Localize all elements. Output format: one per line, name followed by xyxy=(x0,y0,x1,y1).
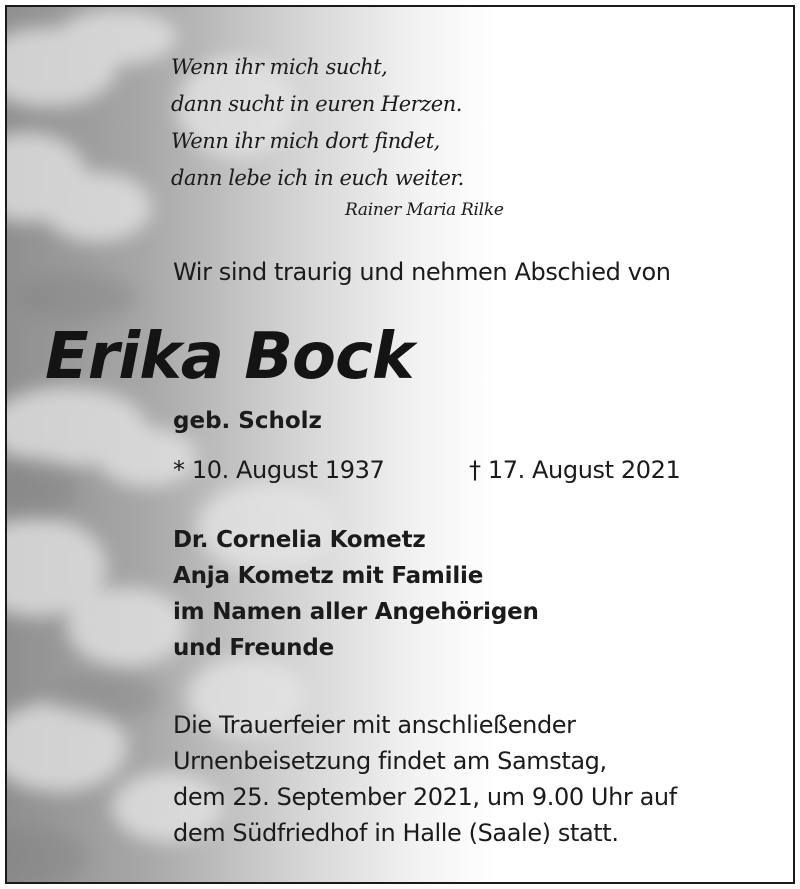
quote-author: Rainer Maria Rilke xyxy=(345,200,504,220)
service-line: Urnenbeisetzung findet am Samstag, xyxy=(173,747,607,775)
poem-quote xyxy=(171,49,464,197)
mourner-line: im Namen aller Angehörigen xyxy=(173,599,539,625)
mourner-line: Anja Kometz mit Familie xyxy=(173,563,484,589)
mourner-line: Dr. Cornelia Kometz xyxy=(173,527,426,553)
death-date: † 17. August 2021 xyxy=(469,456,681,484)
service-line: Die Trauerfeier mit anschließender xyxy=(173,711,576,739)
service-line: dem Südfriedhof in Halle (Saale) statt. xyxy=(173,819,619,847)
quote-line: dann sucht in euren Herzen. xyxy=(171,92,462,116)
quote-line: dann lebe ich in euch weiter. xyxy=(171,166,464,190)
quote-line: Wenn ihr mich sucht, xyxy=(171,55,388,79)
service-line: dem 25. September 2021, um 9.00 Uhr auf xyxy=(173,783,677,811)
farewell-intro: Wir sind traurig und nehmen Abschied von xyxy=(173,258,671,286)
birth-date: * 10. August 1937 xyxy=(173,456,385,484)
mourners-list xyxy=(173,522,539,666)
notice-content xyxy=(7,7,793,882)
maiden-name: geb. Scholz xyxy=(173,408,322,434)
quote-line: Wenn ihr mich dort findet, xyxy=(171,129,440,153)
mourner-line: und Freunde xyxy=(173,635,335,661)
funeral-service-info xyxy=(173,707,677,851)
obituary-notice xyxy=(5,5,795,884)
deceased-name: Erika Bock xyxy=(45,320,414,394)
